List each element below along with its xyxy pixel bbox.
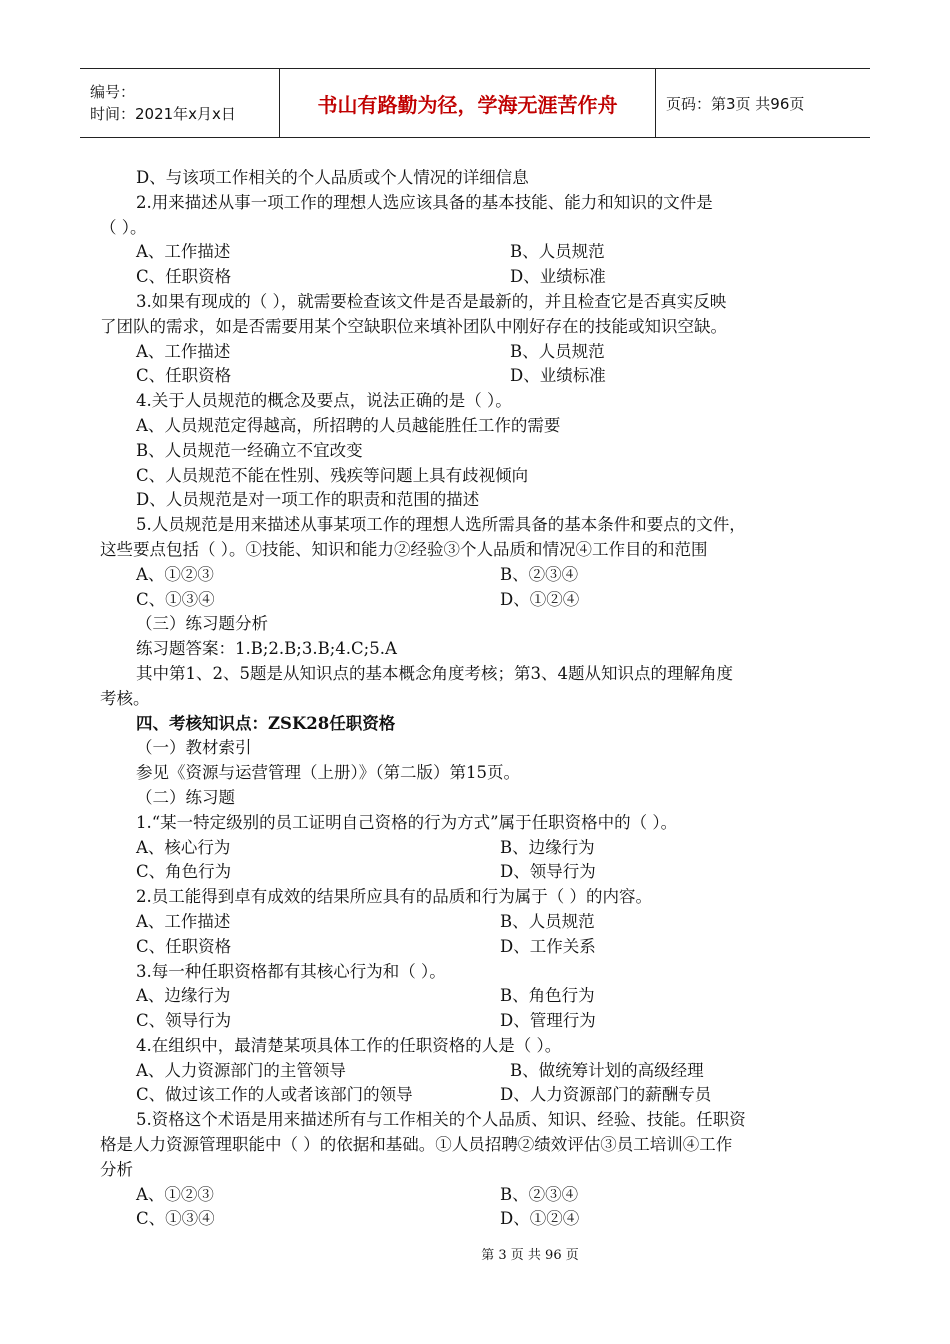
option: C、人员规范不能在性别、残疾等问题上具有歧视倾向 [136, 465, 529, 485]
option: A、①②③ [136, 564, 214, 584]
header-page-label: 页码：第3页 共96页 [666, 94, 805, 113]
option-row [100, 364, 850, 389]
option: A、人员规范定得越高，所招聘的人员越能胜任工作的需要 [136, 415, 561, 435]
header-meta [80, 69, 280, 137]
option-row [100, 836, 850, 861]
option: C、①③④ [136, 1209, 215, 1229]
option: B、②③④ [500, 1184, 579, 1204]
option: A、边缘行为 [136, 986, 231, 1006]
option-row [100, 1083, 850, 1108]
option-row [100, 240, 850, 265]
subsection-title: （三）练习题分析 [136, 614, 268, 634]
option: A、工作描述 [136, 242, 231, 262]
option-row [100, 1059, 850, 1084]
answer-key: 练习题答案：1.B;2.B;3.B;4.C;5.A [136, 639, 397, 659]
option-row [100, 860, 850, 885]
option: D、业绩标准 [510, 267, 606, 287]
option: C、任职资格 [136, 267, 232, 287]
option: A、核心行为 [136, 837, 231, 857]
question-text: 了团队的需求，如是否需要用某个空缺职位来填补团队中刚好存在的技能或知识空缺。 [100, 316, 727, 336]
option: A、工作描述 [136, 911, 231, 931]
option-row [100, 935, 850, 960]
option-row [100, 1009, 850, 1034]
question-text: 2.员工能得到卓有成效的结果所应具有的品质和行为属于（ ）的内容。 [136, 887, 652, 907]
option: C、领导行为 [136, 1011, 232, 1031]
option: B、人员规范 [500, 911, 595, 931]
subsection-title: （一）教材索引 [136, 738, 252, 758]
header-motto: 书山有路勤为径，学海无涯苦作舟 [280, 69, 656, 137]
option: C、角色行为 [136, 862, 232, 882]
option-row [100, 563, 850, 588]
page-footer [0, 1244, 950, 1263]
document-body [100, 166, 850, 1232]
option-row [100, 588, 850, 613]
option: B、边缘行为 [500, 837, 595, 857]
reference-text: 参见《资源与运营管理（上册）》（第二版）第15页。 [136, 763, 520, 783]
time-label: 时间：2021年x月x日 [90, 105, 236, 123]
analysis-text: 其中第1、2、5题是从知识点的基本概念角度考核；第3、4题从知识点的理解角度 [136, 663, 733, 683]
question-text: 5.人员规范是用来描述从事某项工作的理想人选所需具备的基本条件和要点的文件， [136, 515, 746, 535]
option: B、做统筹计划的高级经理 [510, 1060, 704, 1080]
option: C、做过该工作的人或者该部门的领导 [136, 1085, 413, 1105]
option: D、管理行为 [500, 1011, 596, 1031]
option-line: D、与该项工作相关的个人品质或个人情况的详细信息 [136, 168, 529, 187]
option: C、任职资格 [136, 366, 232, 386]
question-text: 这些要点包括（ ）。①技能、知识和能力②经验③个人品质和情况④工作目的和范围 [100, 539, 708, 559]
option: B、人员规范 [510, 341, 605, 361]
option: B、人员规范一经确立不宜改变 [136, 440, 363, 460]
option: D、①②④ [500, 1209, 580, 1229]
option-row [100, 340, 850, 365]
option: D、①②④ [500, 589, 580, 609]
option-row [100, 1183, 850, 1208]
question-text: 分析 [100, 1159, 133, 1179]
option: B、人员规范 [510, 242, 605, 262]
option-row [100, 910, 850, 935]
question-text: （ ）。 [100, 217, 147, 237]
section-heading: 四、考核知识点：ZSK28任职资格 [136, 713, 396, 733]
option: A、①②③ [136, 1184, 214, 1204]
question-text: 3.每一种任职资格都有其核心行为和（ ）。 [136, 961, 446, 981]
option: A、人力资源部门的主管领导 [136, 1060, 346, 1080]
option-row [100, 984, 850, 1009]
option: D、人员规范是对一项工作的职责和范围的描述 [136, 490, 480, 510]
analysis-text: 考核。 [100, 688, 150, 708]
option: D、领导行为 [500, 862, 596, 882]
option: B、角色行为 [500, 986, 595, 1006]
option: D、业绩标准 [510, 366, 606, 386]
question-text: 1.“某一特定级别的员工证明自己资格的行为方式”属于任职资格中的（ ）。 [136, 812, 678, 832]
question-text: 5.资格这个术语是用来描述所有与工作相关的个人品质、知识、经验、技能。任职资 [136, 1110, 746, 1130]
option: A、工作描述 [136, 341, 231, 361]
option: D、工作关系 [500, 936, 596, 956]
footer-page-number: 第 3 页 共 96 页 [481, 1248, 579, 1263]
question-text: 4.关于人员规范的概念及要点，说法正确的是（ ）。 [136, 391, 512, 411]
option-row [100, 265, 850, 290]
number-label: 编号： [90, 83, 136, 101]
option-row [100, 1207, 850, 1232]
page-header [80, 68, 870, 138]
option: C、任职资格 [136, 936, 232, 956]
question-text: 格是人力资源管理职能中（ ）的依据和基础。①人员招聘②绩效评估③员工培训④工作 [100, 1135, 733, 1155]
option: B、②③④ [500, 564, 579, 584]
option: D、人力资源部门的薪酬专员 [500, 1085, 712, 1105]
question-text: 4.在组织中，最清楚某项具体工作的任职资格的人是（ ）。 [136, 1035, 562, 1055]
question-text: 3.如果有现成的（ ），就需要检查该文件是否是最新的，并且检查它是否真实反映 [136, 291, 727, 311]
option: C、①③④ [136, 589, 215, 609]
question-text: 2.用来描述从事一项工作的理想人选应该具备的基本技能、能力和知识的文件是 [136, 192, 713, 212]
subsection-title: （二）练习题 [136, 787, 235, 807]
